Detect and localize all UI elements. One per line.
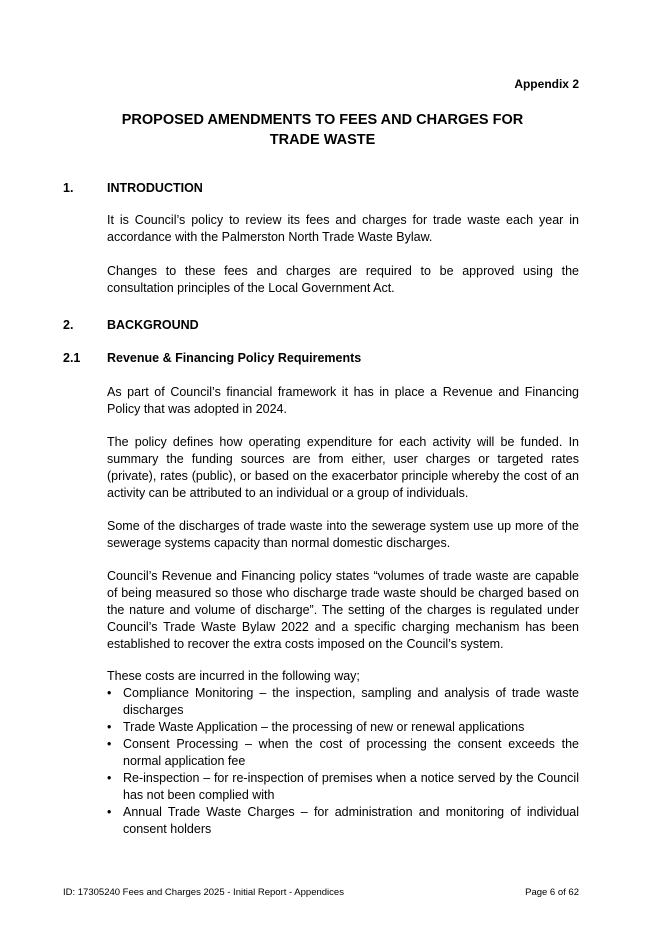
section-title: BACKGROUND <box>107 318 199 332</box>
bullet-glyph: • <box>107 686 112 700</box>
bullet-glyph: • <box>107 805 112 819</box>
section-heading-introduction <box>63 181 203 195</box>
list-item: • Annual Trade Waste Charges – for administration and monitoring of individual consent holders <box>107 805 579 836</box>
paragraph-revenue-policy-states: Council’s Revenue and Financing policy states “volumes of trade waste are capable of being measured so those who discharge trade waste should be charged based on the nature and volume of discharge”. The setting of the charges is regulated under Council’s Trade Waste Bylaw 2022 and a specific charging mechanism has been established to recover the extra costs imposed on the Council’s system. <box>107 569 579 651</box>
section-title: Revenue & Financing Policy Requirements <box>107 351 362 365</box>
list-item: • Compliance Monitoring – the inspection, sampling and analysis of trade waste discharges <box>107 686 579 717</box>
paragraph-discharges: Some of the discharges of trade waste into the sewerage system use up more of the sewerage systems capacity than normal domestic discharges. <box>107 519 579 550</box>
paragraph-costs-incurred: These costs are incurred in the following way; <box>107 669 360 683</box>
paragraph-consultation: Changes to these fees and charges are required to be approved using the consultation principles of the Local Government Act. <box>107 264 579 295</box>
list-item: • Re-inspection – for re-inspection of premises when a notice served by the Council has not been complied with <box>107 771 579 802</box>
title-line-1: PROPOSED AMENDMENTS TO FEES AND CHARGES FOR <box>121 112 524 128</box>
section-heading-revenue-financing <box>63 351 361 365</box>
cost-bullet-list <box>107 685 579 838</box>
bullet-glyph: • <box>107 737 112 751</box>
paragraph-financial-framework: As part of Council’s financial framework it has in place a Revenue and Financing Policy that was adopted in 2024. <box>107 385 579 416</box>
footer-page-number: Page 6 of 62 <box>525 887 579 898</box>
list-item: • Consent Processing – when the cost of processing the consent exceeds the normal application fee <box>107 737 579 768</box>
paragraph-policy-defines: The policy defines how operating expenditure for each activity will be funded. In summary the funding sources are from either, user charges or targeted rates (private), rates (public), or based on the exacerbator principle whereby the cost of an activity can be attributed to an individual or a group of individuals. <box>107 435 579 500</box>
section-number: 2. <box>63 318 74 332</box>
document-title <box>60 110 585 150</box>
section-title: INTRODUCTION <box>107 181 203 195</box>
section-heading-background <box>63 318 199 332</box>
title-line-2: TRADE WASTE <box>269 132 376 148</box>
appendix-label: Appendix 2 <box>514 77 579 91</box>
bullet-glyph: • <box>107 771 112 785</box>
list-item: • Trade Waste Application – the processing of new or renewal applications <box>107 720 525 734</box>
footer-document-id: ID: 17305240 Fees and Charges 2025 - Initial Report - Appendices <box>63 887 344 898</box>
section-number: 1. <box>63 181 74 195</box>
bullet-glyph: • <box>107 720 112 734</box>
paragraph-policy-review: It is Council’s policy to review its fees and charges for trade waste each year in accordance with the Palmerston North Trade Waste Bylaw. <box>107 213 579 244</box>
section-number: 2.1 <box>63 351 81 365</box>
